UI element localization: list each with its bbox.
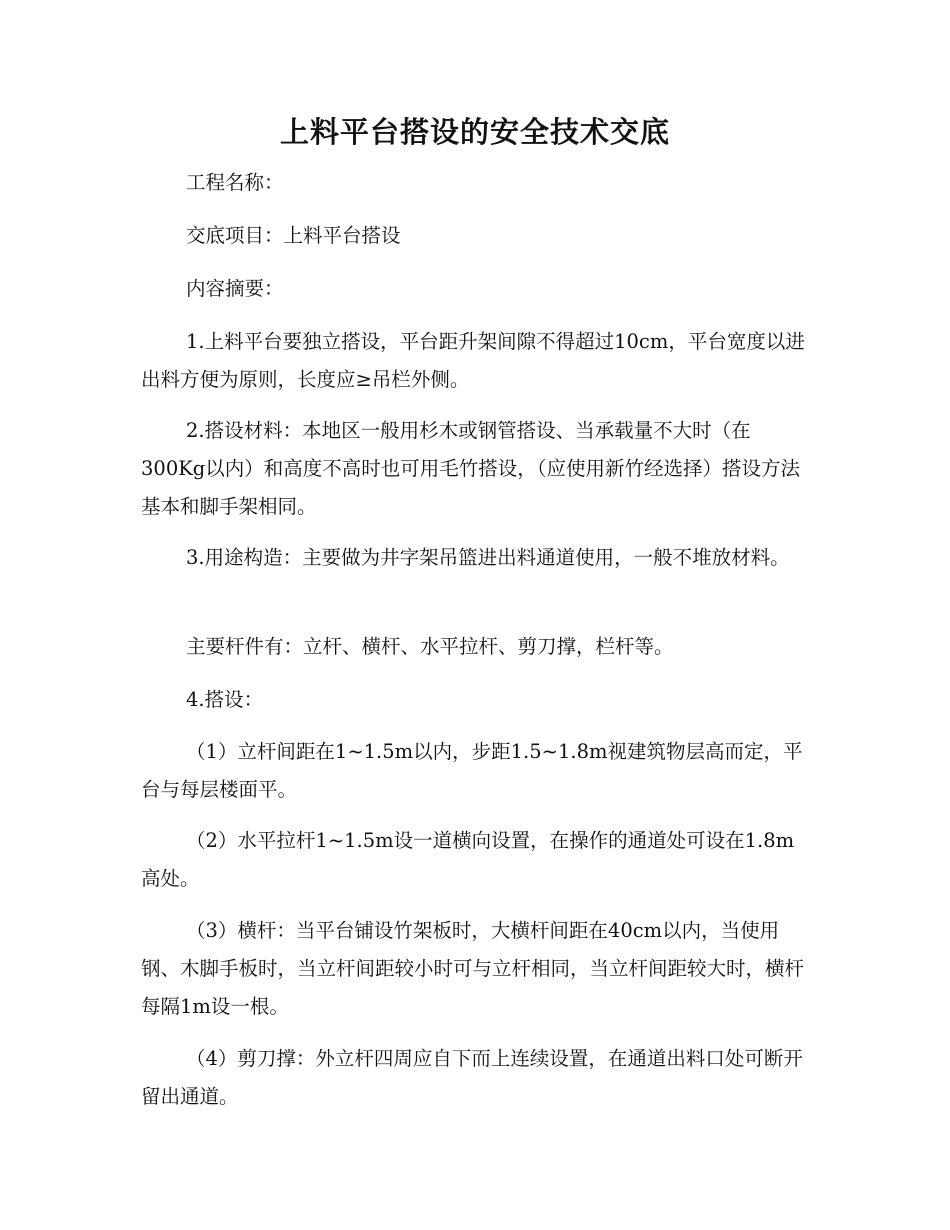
document-title: 上料平台搭设的安全技术交底 [279, 115, 670, 149]
main-members-paragraph: 主要杆件有：立杆、横杆、水平拉杆、剪刀撑，栏杆等。 [186, 635, 674, 658]
item-2-paragraph: （2）水平拉杆1~1.5m设一道横向设置，在操作的通道处可设在1.8m高处。 [141, 829, 795, 890]
item-4-paragraph: （4）剪刀撑：外立杆四周应自下而上连续设置，在通道出料口处可断开留出通道。 [141, 1047, 803, 1108]
project-name-line: 工程名称： [186, 171, 284, 194]
paragraph-1: 1.上料平台要独立搭设，平台距升架间隙不得超过10cm，平台宽度以进出料方便为原则，长度应≥吊栏外侧。 [141, 330, 805, 391]
paragraph-4-heading: 4.搭设： [186, 688, 264, 711]
item-3-paragraph: （3）横杆：当平台铺设竹架板时，大横杆间距在40cm以内，当使用钢、木脚手板时，当立杆间距较小时可与立杆相同，当立杆间距较大时，横杆每隔1m设一根。 [141, 919, 805, 1018]
summary-heading: 内容摘要： [186, 277, 284, 300]
disclosure-item-line: 交底项目：上料平台搭设 [186, 224, 401, 247]
item-1-paragraph: （1）立杆间距在1~1.5m以内，步距1.5~1.8m视建筑物层高而定，平台与每层楼面平。 [141, 740, 803, 801]
paragraph-2: 2.搭设材料：本地区一般用杉木或钢管搭设、当承载量不大时（在300Kg以内）和高度不高时也可用毛竹搭设，（应使用新竹经选择）搭设方法基本和脚手架相同。 [141, 419, 801, 518]
paragraph-3: 3.用途构造：主要做为井字架吊篮进出料通道使用，一般不堆放材料。 [186, 546, 790, 569]
